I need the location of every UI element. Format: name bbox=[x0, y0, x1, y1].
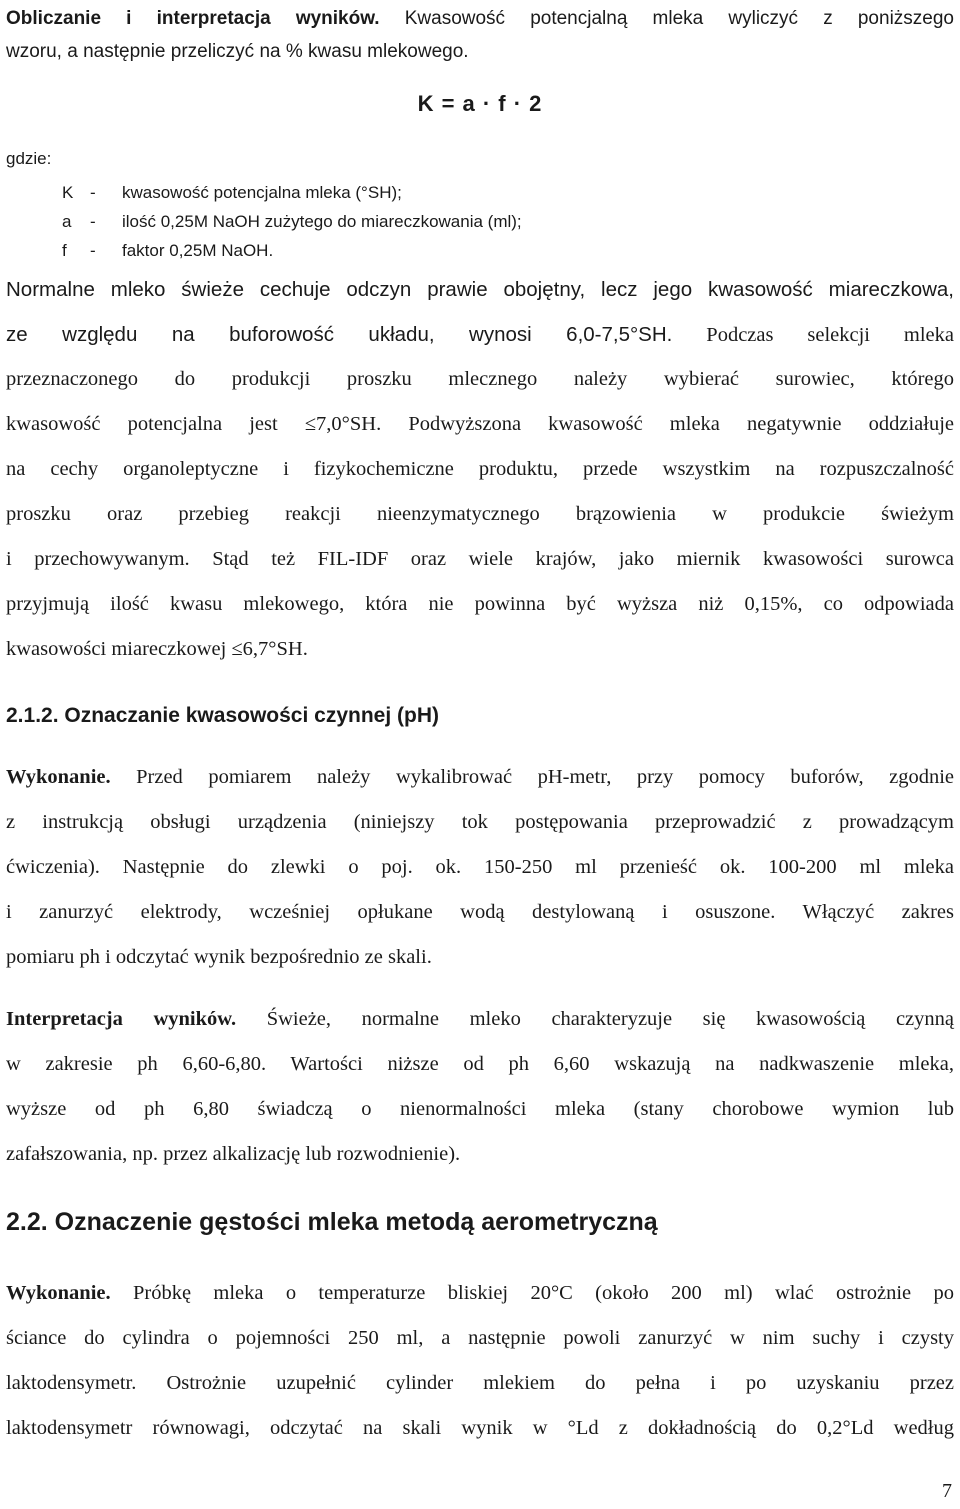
para1-line-3: przeznaczonego do produkcji proszku mlecznego należy wybierać surowiec, którego bbox=[6, 368, 954, 390]
interpretacja-text-1: Świeże, normalne mleko charakteryzuje się kwasowością czynną bbox=[236, 1008, 954, 1030]
gdzie-label: gdzie: bbox=[6, 149, 52, 168]
interpretacja-line-3: wyższe od ph 6,80 świadczą o nienormalności mleka (stany chorobowe wymion lub bbox=[6, 1098, 954, 1120]
wykonanie1-line-2: z instrukcją obsługi urządzenia (niniejszy tok postępowania przeprowadzić z prowadzącym bbox=[6, 811, 954, 833]
para1-line-7 bbox=[6, 548, 954, 571]
para1-line-1: Normalne mleko świeże cechuje odczyn prawie obojętny, lecz jego kwasowość miareczkowa, bbox=[6, 278, 954, 301]
wykonanie1-line-3: ćwiczenia). Następnie do zlewki o poj. ok. 150-250 ml przenieść ok. 100-200 ml mleka bbox=[6, 856, 954, 878]
wykonanie1-line-4: i zanurzyć elektrody, wcześniej opłukane wodą destylowaną i osuszone. Włączyć zakres bbox=[6, 901, 954, 923]
wykonanie1-line-5: pomiaru ph i odczytać wynik bezpośrednio ze skali. bbox=[6, 946, 432, 968]
section-heading-2-1-2: 2.1.2. Oznaczanie kwasowości czynnej (pH) bbox=[6, 704, 439, 727]
para1-line-4b: Podwyższona kwasowość mleka negatywnie oddziałuje bbox=[381, 413, 954, 435]
para1-line-2 bbox=[6, 323, 954, 347]
para1-line-4a: kwasowość potencjalna jest ≤7,0°SH. bbox=[6, 413, 382, 435]
definition-item bbox=[62, 236, 522, 265]
definition-symbol: f bbox=[62, 241, 67, 260]
definition-text: kwasowość potencjalna mleka (°SH); bbox=[122, 183, 402, 202]
definition-symbol: a bbox=[62, 212, 72, 231]
interpretacja-line-2: w zakresie ph 6,60-6,80. Wartości niższe od ph 6,60 wskazują na nadkwaszenie mleka, bbox=[6, 1053, 954, 1075]
wykonanie2-label: Wykonanie. bbox=[6, 1282, 111, 1304]
page-number: 7 bbox=[942, 1480, 952, 1502]
definitions-list bbox=[62, 178, 522, 265]
definition-item bbox=[62, 207, 522, 236]
wykonanie1-line-1 bbox=[6, 766, 954, 789]
intro-label: Obliczanie i interpretacja wyników. bbox=[6, 8, 380, 29]
definition-text: faktor 0,25M NaOH. bbox=[122, 241, 274, 260]
para1-line-7a: i przechowywanym. bbox=[6, 548, 190, 570]
para1-line-2a: ze względu na buforowość układu, wynosi 6,0-7,5°SH. bbox=[6, 323, 673, 346]
para1-line-4 bbox=[6, 413, 954, 436]
para1-line-8: przyjmują ilość kwasu mlekowego, która nie powinna być wyższa niż 0,15%, co odpowiada bbox=[6, 593, 954, 615]
definition-text: ilość 0,25M NaOH zużytego do miareczkowania (ml); bbox=[122, 212, 522, 231]
interpretacja-label: Interpretacja wyników. bbox=[6, 1008, 237, 1030]
wykonanie2-line-1 bbox=[6, 1282, 954, 1305]
formula: K = a · f · 2 bbox=[417, 91, 543, 116]
wykonanie1-label: Wykonanie. bbox=[6, 766, 111, 788]
para1-line-9: kwasowości miareczkowej ≤6,7°SH. bbox=[6, 638, 308, 660]
para1-line-2b: Podczas selekcji mleka bbox=[672, 324, 954, 346]
intro-text-2: wzoru, a następnie przeliczyć na % kwasu mlekowego. bbox=[6, 41, 469, 62]
intro-text-1: Kwasowość potencjalną mleka wyliczyć z poniższego bbox=[379, 8, 954, 29]
para1-line-6: proszku oraz przebieg reakcji nieenzymatycznego brązowienia w produkcie świeżym bbox=[6, 503, 954, 525]
para1-line-5: na cechy organoleptyczne i fizykochemiczne produktu, przede wszystkim na rozpuszczalność bbox=[6, 458, 954, 480]
definition-dash: - bbox=[90, 241, 96, 260]
definition-symbol: K bbox=[62, 183, 74, 202]
interpretacja-line-1 bbox=[6, 1008, 954, 1031]
section-heading-2-2: 2.2. Oznaczenie gęstości mleka metodą aerometryczną bbox=[6, 1208, 658, 1236]
definition-item bbox=[62, 178, 522, 207]
definition-dash: - bbox=[90, 183, 96, 202]
wykonanie2-line-2: ściance do cylindra o pojemności 250 ml, a następnie powoli zanurzyć w nim suchy i czysty bbox=[6, 1327, 954, 1349]
wykonanie2-line-4: laktodensymetr równowagi, odczytać na skali wynik w °Ld z dokładnością do 0,2°Ld według bbox=[6, 1417, 954, 1439]
para1-line-7b: Stąd też FIL-IDF oraz wiele krajów, jako miernik kwasowości surowca bbox=[189, 548, 955, 570]
wykonanie1-text-1: Przed pomiarem należy wykalibrować pH-metr, przy pomocy buforów, zgodnie bbox=[110, 766, 954, 788]
intro-paragraph bbox=[6, 2, 954, 68]
definition-dash: - bbox=[90, 212, 96, 231]
wykonanie2-line-3: laktodensymetr. Ostrożnie uzupełnić cylinder mlekiem do pełna i po uzyskaniu przez bbox=[6, 1372, 954, 1394]
interpretacja-line-4: zafałszowania, np. przez alkalizację lub rozwodnienie). bbox=[6, 1143, 461, 1165]
wykonanie2-text-1: Próbkę mleka o temperaturze bliskiej 20°C (około 200 ml) wlać ostrożnie po bbox=[110, 1282, 954, 1304]
